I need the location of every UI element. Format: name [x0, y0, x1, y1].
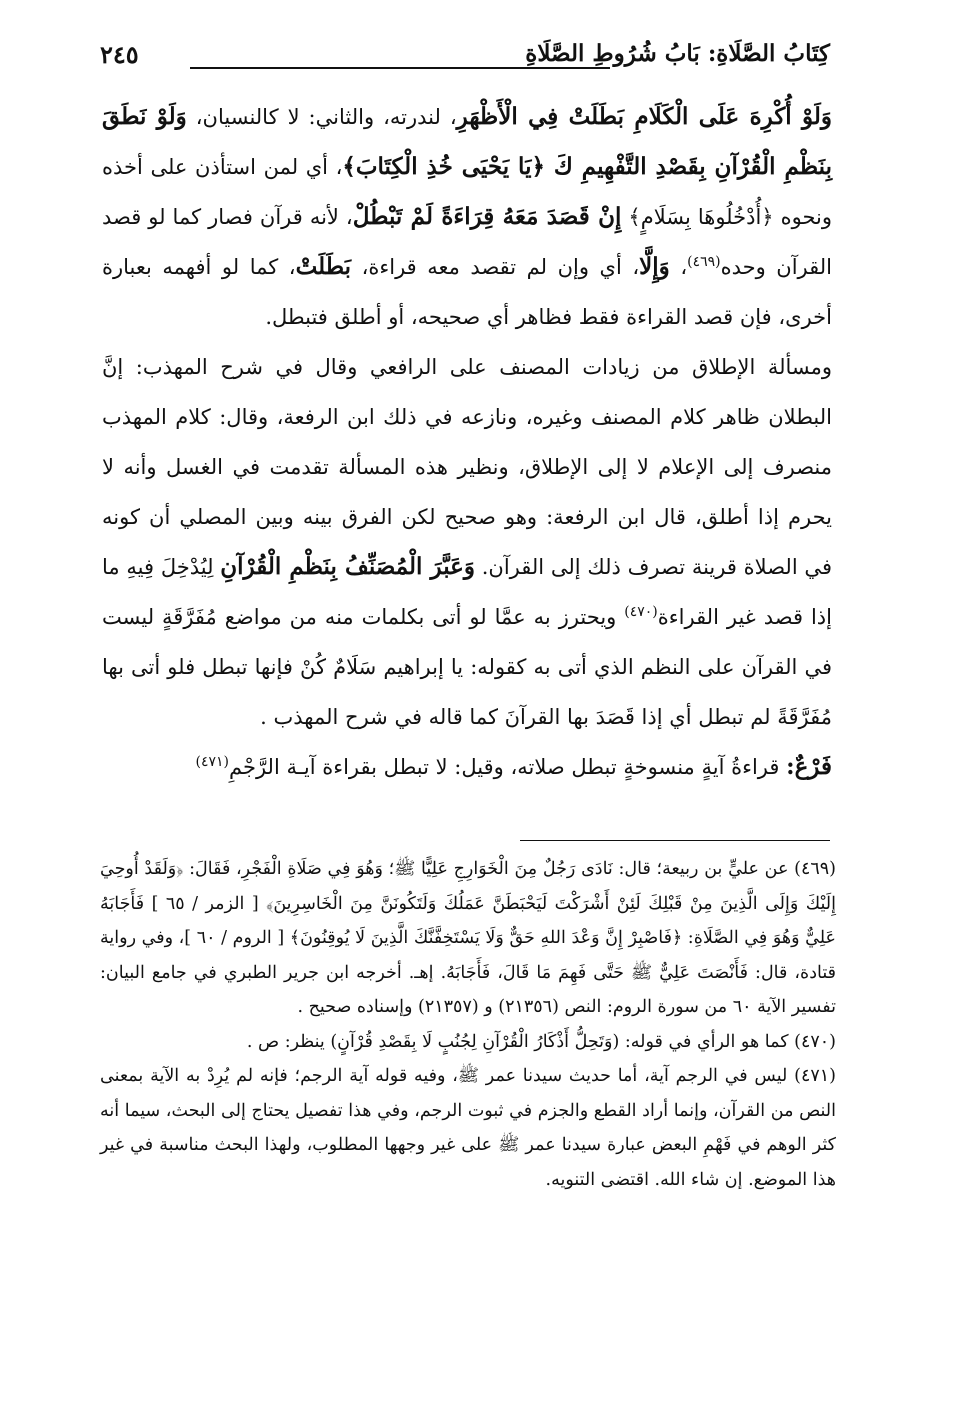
commentary-text: ومسألة الإطلاق من زيادات المصنف على الرافعي وقال في شرح المهذب: إنَّ البطلان ظاهر كلام المصنف وغيره، ونازعه في ذلك ابن الرفعة، وقال: كلام المهذب منصرف إلى الإعلام لا إلى الإطلاق، ونظير هذه المسألة تقدمت في الغسل وأنه لا يحرم إذا أطلق، قال ابن الرفعة: وهو صحيح لكن الفرق بينه وبين المصلي أن كونه في الصلاة قرينة تصرف ذلك إلى القرآن.	[102, 355, 832, 579]
footnote-text: ليس في الرجم آية، أما حديث سيدنا عمر ﷺ، وفيه قوله آية الرجم؛ فإنه لم يُرِدْ به الآية بمعنى النص من القرآن، وإنما أراد القطع والجزم في ثبوت الرجم، وفي هذا تفصيل يحتاج إلى البحث، سيما أنه كثر الوهم في فَهْمِ البعض عبارة سيدنا عمر ﷺ على غير وجهها المطلوب، ولهذا البحث مناسبة في غير هذا الموضع. إن شاء الله. اقتضى التنويه.	[100, 1066, 836, 1190]
matn-text: بَطَلَتْ	[295, 253, 352, 280]
commentary-text: ، أي لمن استأذن على أخذه ونحوه ﴿أُدْخُلُوهَا بِسَلَامٍ﴾	[102, 155, 833, 229]
commentary-text: ، أي وإن لم تقصد معه قراءة،	[361, 255, 640, 279]
chapter-title: كِتَابُ الصَّلَاةِ: بَابُ شُرُوطِ الصَّلَاةِ	[525, 40, 830, 67]
matn-text: وَإِلَّا	[639, 253, 670, 280]
footnote-reference: (٤٧٠)	[624, 604, 658, 620]
footnote-number: (٤٧١)	[794, 1066, 836, 1086]
main-text	[102, 92, 832, 792]
footnote-text: كما هو الرأي في قوله: (وَتَحِلُّ أَذْكَارُ الْقُرْآنِ لِجُنُبٍ لَا بِقَصْدِ قُرْآنٍ) ينظر: ص .	[246, 1031, 789, 1052]
paragraph-3	[102, 742, 832, 792]
header-rule	[190, 67, 610, 69]
footnote-separator	[520, 840, 830, 841]
footnotes	[100, 852, 836, 1197]
matn-text: وَلَوْ أُكْرِهَ عَلَى الْكَلَامِ بَطَلَتْ فِي الْأَظْهَرِ	[456, 103, 832, 130]
commentary-text: ، لندرته، والثاني: لا كالنسيان،	[195, 105, 457, 129]
commentary-text: قراءةُ آيةٍ منسوخةٍ تبطل صلاته، وقيل: لا تبطل بقراءة آيـة الرَّجْمِ	[229, 755, 787, 779]
footnote	[100, 1025, 836, 1060]
footnote-number: (٤٦٩)	[794, 859, 836, 879]
running-header	[100, 36, 830, 76]
footnote-reference: (٤٦٩)	[687, 254, 721, 270]
commentary-text: ، لأنه قرآن فصار كما لو قصد القرآن وحده	[102, 205, 832, 279]
footnote	[100, 852, 836, 1025]
commentary-text: ويحترز به عمَّا لو أتى بكلمات منه من مواضع مُفَرَّقَةٍ ليست في القرآن على النظم الذي أتى به كقوله: يا إبراهيم سَلَامٌ كُنْ فإنها تبطل فلو أتى بها مُفَرَّقَةً لم تبطل أي إذا قَصَدَ بها القرآنَ كما قاله في شرح المهذب .	[102, 605, 832, 729]
footnote-number: (٤٧٠)	[794, 1031, 836, 1052]
matn-text: إِنْ قَصَدَ مَعَهُ قِرَاءَةً لَمْ تَبْطُلْ	[352, 203, 622, 230]
commentary-text: ، كما لو أفهمه بعبارة أخرى، فإن قصد القراءة فقط فظاهر أي صحيحه، أو أطلق فتبطل.	[102, 255, 832, 329]
matn-text: وَعَبَّرَ الْمُصَنِّفُ بِنَظْمِ الْقُرْآنِ	[220, 553, 475, 580]
footnote	[100, 1059, 836, 1197]
commentary-text: ،	[680, 255, 688, 279]
commentary-text: لِيُدْخِلَ فِيهِ ما إذا قصد غير القراءة	[102, 555, 832, 629]
paragraph-1	[102, 92, 832, 342]
footnote-text: عن عليٍّ بن ربيعة؛ قال: نَادَى رَجُلٌ مِنَ الْخَوَارِجِ عَلِيًّا ﷺ؛ وَهُوَ فِي صَلَاةِ الْفَجْرِ، فَقَالَ: ﴿وَلَقَدْ أُوحِيَ إِلَيْكَ وَإِلَى الَّذِينَ مِنْ قَبْلِكَ لَئِنْ أَشْرَكْتَ لَيَحْبَطَنَّ عَمَلُكَ وَلَتَكُونَنَّ مِنَ الْخَاسِرِينَ﴾ [ الزمر / ٦٥ ] فَأَجَابَهُ عَلِيٌّ وَهُوَ فِي الصَّلَاةِ: ﴿فَاصْبِرْ إِنَّ وَعْدَ اللهِ حَقٌّ وَلَا يَسْتَخِفَّنَّكَ الَّذِينَ لَا يُوقِنُونَ﴾ [ الروم / ٦٠ ]، وفي رواية قتادة، قال: فَأَنْصَتَ عَلِيٌّ ﷺ حَتَّى فَهِمَ مَا قَالَ، فَأَجَابَهُ. إهـ. أخرجه ابن جرير الطبري في جامع البيان: تفسير الآية ٦٠ من سورة الروم: النص (٢١٣٥٦) و (٢١٣٥٧) وإسناده صحيح .	[100, 859, 836, 1017]
footnote-reference: (٤٧١)	[195, 754, 229, 770]
far-heading: فَرْعٌ:	[786, 753, 832, 780]
page-number: ٢٤٥	[100, 40, 139, 69]
paragraph-2	[102, 342, 832, 742]
matn-text: وَلَوْ نَطَقَ بِنَظْمِ الْقُرْآنِ بِقَصْدِ التَّفْهِيمِ كَ ﴿يَا يَحْيَى خُذِ الْكِتَابَ﴾	[102, 103, 833, 180]
